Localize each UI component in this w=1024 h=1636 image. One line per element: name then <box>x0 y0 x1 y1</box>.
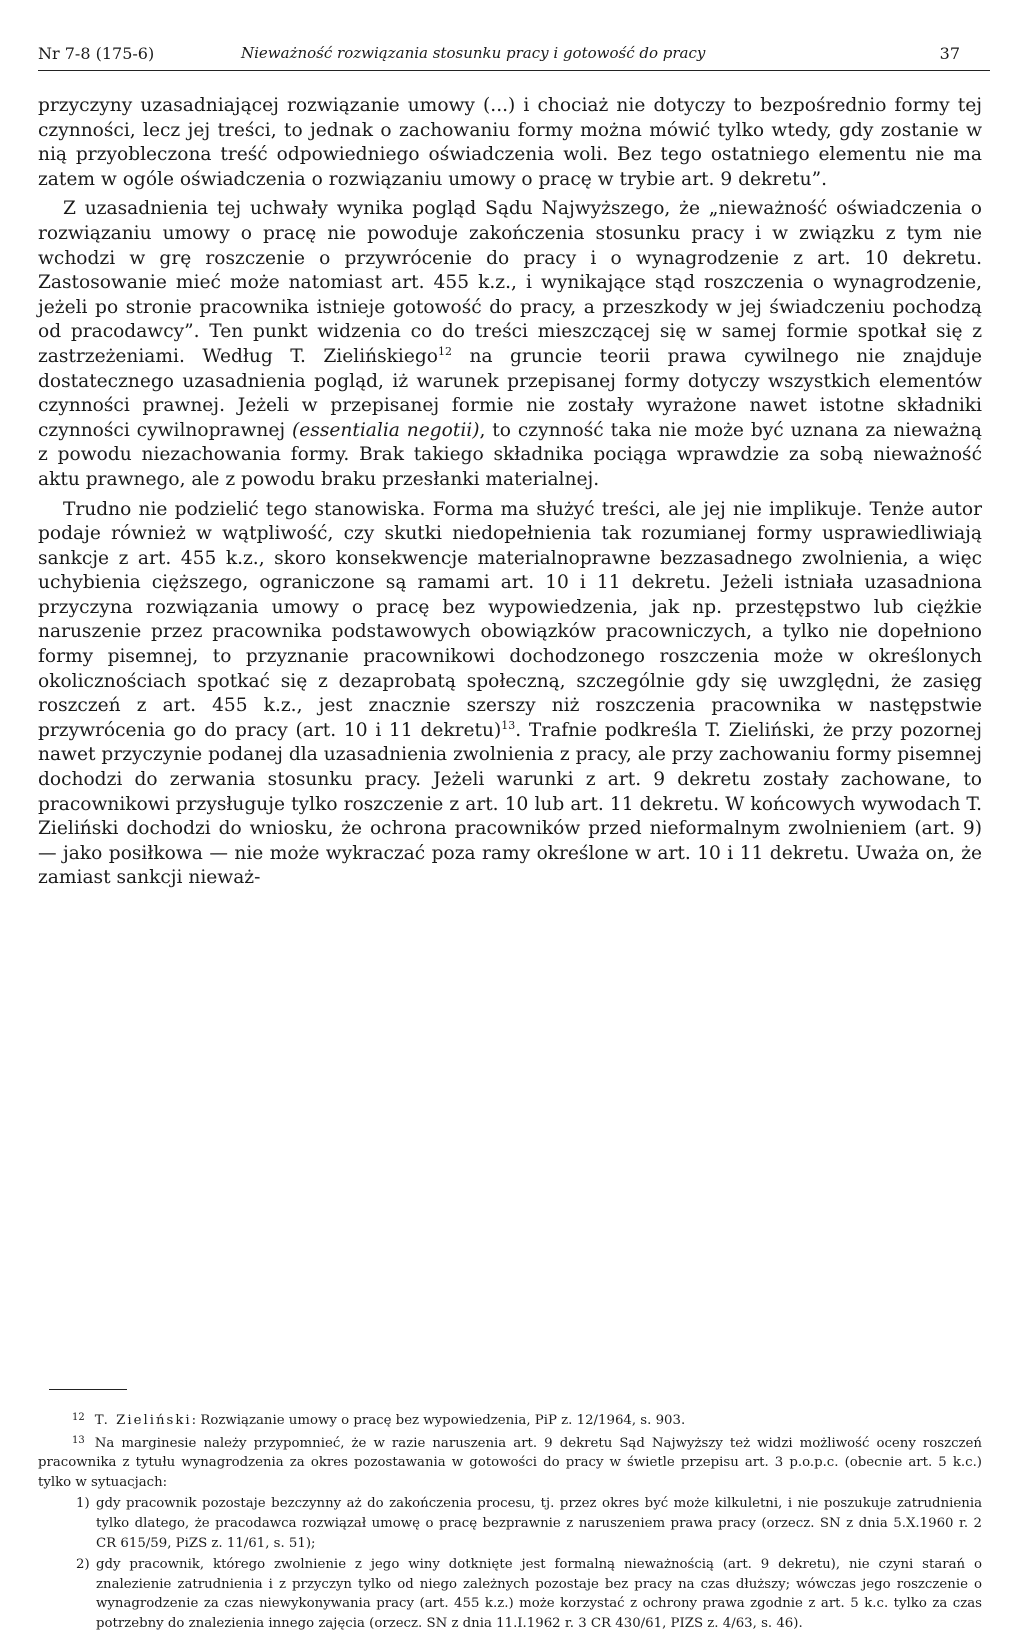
list-item <box>76 1494 982 1553</box>
latin-term: (essentialia negotii) <box>292 419 480 441</box>
paragraph-text: Trudno nie podzielić tego stanowiska. Forma ma służyć treści, ale jej nie implikuje. Tenże autor podaje również w wątpliwość, czy skutki niedopełnienia tak rozumianej formy usprawiedliwiają sankcje z art. 455 k.z., skoro konsekwencje materialnoprawne bezzasadnego zwolnienia, a więc uchybienia cięższego, ograniczone są ramami art. 10 i 11 dekretu. Jeżeli istniała uzasadniona przyczyna rozwiązania umowy o pracę bez wypowiedzenia, jak np. przestępstwo lub ciężkie naruszenie przez pracownika podstawowych obowiązków pracowniczych, a tylko nie dopełniono formy pisemnej, to przyznanie pracownikowi dochodzonego roszczenia może w określonych okolicznościach spotkać się z dezaprobatą społeczną, szczególnie gdy się uwzględni, że zasięg roszczeń z art. 455 k.z., jest znacznie szerszy niż roszczenia pracownika w następstwie przywrócenia go do pracy (art. 10 i 11 dekretu) <box>38 498 982 741</box>
footnote-13-list <box>76 1494 982 1633</box>
footnote-text: : Rozwiązanie umowy o pracę bez wypowiedzenia, PiP z. 12/1964, s. 903. <box>191 1413 686 1428</box>
footnote-number: 12 <box>72 1412 85 1423</box>
paragraph-author-view <box>38 498 982 892</box>
footnote-divider <box>49 1389 127 1390</box>
footnote-text: Na marginesie należy przypomnieć, że w razie naruszenia art. 9 dekretu Sąd Najwyższy też widzi możliwość oceny roszczeń pracownika z tytułu wynagrodzenia za okres pozostawania w gotowości do pracy w świetle przepisu art. 3 p.o.p.c. (obecnie art. 5 k.c.) tylko w sytuacjach: <box>38 1435 982 1490</box>
list-item <box>76 1555 982 1633</box>
paragraph-text: , to czynność taka nie może być uznana za nieważną z powodu niezachowania formy. Brak takiego składnika pociąga wprawdzie za sobą nieważność aktu prawnego, ale z powodu braku przesłanki materialnej. <box>38 419 982 490</box>
running-title: Nieważność rozwiązania stosunku pracy i gotowość do pracy <box>241 44 706 62</box>
page-header <box>38 40 990 71</box>
paragraph-text: . Trafnie podkreśla T. Zieliński, że przy pozornej nawet przyczynie podanej dla uzasadnienia zwolnienia z pracy, ale przy zachowaniu formy pisemnej dochodzi do zerwania stosunku pracy. Jeżeli warunki z art. 9 dekretu zostały zachowane, to pracownikowi przysługuje tylko roszczenie z art. 10 lub art. 11 dekretu. W końcowych wywodach T. Zieliński dochodzi do wniosku, że ochrona pracowników przed nieformalnym zwolnieniem (art. 9) — jako posiłkowa — nie może wykraczać poza ramy określone w art. 10 i 11 dekretu. Uważa on, że zamiast sankcji nieważ- <box>38 719 983 889</box>
list-marker: 2) <box>76 1557 90 1573</box>
footnote-12 <box>38 1408 982 1431</box>
footnote-author: T. Zieliński <box>94 1413 192 1428</box>
paragraph-supreme-court-view <box>38 197 982 492</box>
list-item-text: gdy pracownik, którego zwolnienie z jego winy dotknięte jest formalną nieważnością (art. 9 dekretu), nie czyni starań o znalezienie zatrudnienia i z przyczyn tylko od niego zależnych pozostaje bez pracy na czas dłuższy; wówczas jego roszczenie o wynagrodzenie za czas niewykonywania pracy (art. 455 k.z.) może korzystać z ochrony prawa zgodnie z art. 5 k.c. tylko za czas potrzebny do znalezienia innego zajęcia (orzecz. SN z dnia 11.I.1962 r. 3 CR 430/61, PIZS z. 4/63, s. 46). <box>96 1557 982 1631</box>
list-marker: 1) <box>76 1496 90 1512</box>
issue-number: Nr 7-8 (175-6) <box>38 44 155 63</box>
paragraph-text: na gruncie teorii prawa cywilnego nie znajduje dostatecznego uzasadnienia pogląd, iż warunek przepisanej formy dotyczy wszystkich elementów czynności prawnej. Jeżeli w przepisanej formie nie zostały wyrażone nawet istotne składniki czynności cywilnoprawnej <box>38 345 982 441</box>
page-number: 37 <box>939 44 960 63</box>
footnote-ref-13: 13 <box>501 718 516 732</box>
body-text <box>38 94 982 896</box>
footnote-number: 13 <box>72 1434 85 1446</box>
footnote-ref-12: 12 <box>437 344 452 358</box>
list-item-text: gdy pracownik pozostaje bezczynny aż do zakończenia procesu, tj. przez okres być może kilkuletni, i nie poszukuje zatrudnienia tylko dlatego, że pracodawca rozwiązał umowę o pracę bezprawnie z naruszeniem prawa pracy (orzecz. SN z dnia 5.X.1960 r. 2 CR 615/59, PiZS z. 11/61, s. 51); <box>96 1496 982 1551</box>
footnote-13 <box>38 1431 982 1493</box>
paragraph-text: Z uzasadnienia tej uchwały wynika pogląd Sądu Najwyższego, że „nieważność oświadczenia o rozwiązaniu umowy o pracę nie powoduje zakończenia stosunku pracy i w związku z tym nie wchodzi w grę roszczenie o przywrócenie do pracy i o wynagrodzenie z art. 10 dekretu. Zastosowanie mieć może natomiast art. 455 k.z., i wynikające stąd roszczenia o wynagrodzenie, jeżeli po stronie pracownika istnieje gotowość do pracy, a przeszkody w jej świadczeniu pochodzą od pracodawcy”. Ten punkt widzenia co do treści mieszczącej się w samej formie spotkał się z zastrzeżeniami. Według T. Zielińskiego <box>38 198 982 367</box>
paragraph-continued: przyczyny uzasadniającej rozwiązanie umowy (...) i chociaż nie dotyczy to bezpośrednio formy tej czynności, lecz jej treści, to jednak o zachowaniu formy można mówić tylko wtedy, gdy zostanie w nią przyobleczona treść odpowiedniego oświadczenia woli. Bez tego ostatniego elementu nie ma zatem w ogóle oświadczenia o rozwiązaniu umowy o pracę w trybie art. 9 dekretu”. <box>38 95 982 190</box>
footnotes <box>38 1408 982 1636</box>
